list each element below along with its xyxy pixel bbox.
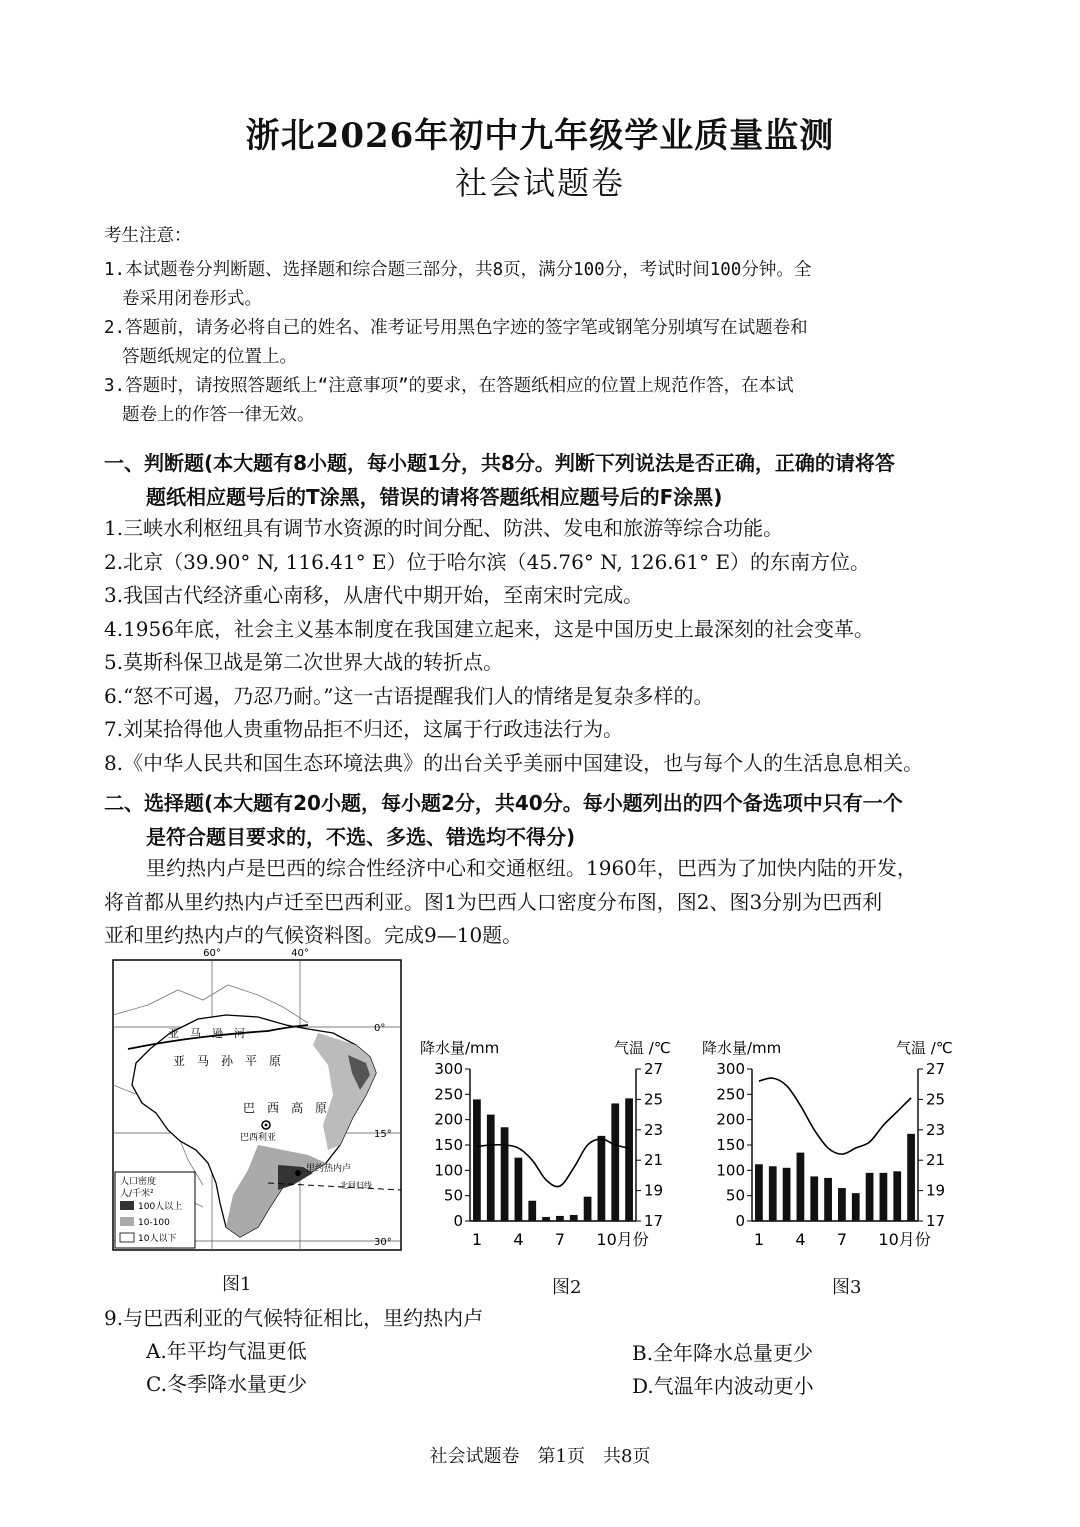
legend-title: 人口密度: [120, 1177, 157, 1187]
month-tick-label: 10月份: [878, 1230, 931, 1249]
precip-bar: [625, 1098, 633, 1221]
intro-line: 亚和里约热内卢的气候资料图。完成9—10题。: [104, 923, 523, 947]
temp-tick-label: 21: [926, 1151, 946, 1170]
legend-swatch-mid: [120, 1217, 134, 1226]
lat-label-30: 30°: [374, 1237, 392, 1248]
page-subtitle: 社会试题卷: [454, 164, 625, 202]
notice-line: 题卷上的作答一律无效。: [122, 405, 315, 425]
precip-bar: [528, 1201, 536, 1221]
temp-tick-label: 21: [644, 1151, 664, 1170]
intro-line: 里约热内卢是巴西的综合性经济中心和交通枢纽。1960年，巴西为了加快内陆的开发，: [146, 856, 917, 880]
precip-bar: [810, 1176, 818, 1221]
precip-tick-label: 150: [716, 1136, 745, 1154]
legend-item-high: 100人以上: [138, 1202, 183, 1212]
precip-tick-label: 50: [443, 1186, 463, 1205]
plateau-label: 巴 西 高 原: [243, 1101, 328, 1115]
lat-label-15: 15°: [374, 1129, 392, 1140]
figure-label-1: 图1: [222, 1274, 252, 1295]
month-tick-label: 10月份: [596, 1230, 649, 1249]
judgement-item: 3.我国古代经济重心南移，从唐代中期开始，至南宋时完成。: [104, 583, 644, 607]
brazil-map: [108, 945, 408, 1255]
legend-unit: 人/千米²: [120, 1189, 154, 1199]
temp-tick-label: 23: [926, 1120, 946, 1139]
temp-axis-title: 气温 /℃: [614, 1039, 671, 1057]
figure-label-2: 图2: [552, 1277, 582, 1298]
climate-chart-rio: [700, 1035, 975, 1255]
month-tick-label: 4: [513, 1230, 524, 1249]
judgement-item: 2.北京（39.90° N, 116.41° E）位于哈尔滨（45.76° N, 126.61° E）的东南方位。: [104, 549, 871, 574]
precip-tick-label: 50: [725, 1186, 745, 1205]
notice-item-1: [104, 256, 964, 314]
precip-tick-label: 100: [434, 1161, 463, 1180]
rio-label: 里约热内卢: [306, 1164, 352, 1174]
temp-axis-title: 气温 /℃: [896, 1039, 953, 1057]
river-label: 亚 马 逊 河: [168, 1027, 245, 1040]
precip-bar: [755, 1164, 763, 1221]
option-d: D.气温年内波动更小: [632, 1374, 814, 1398]
temperature-line: [477, 1139, 629, 1187]
figure-label-3: 图3: [832, 1277, 862, 1298]
precip-bar: [866, 1173, 874, 1221]
precip-tick-label: 0: [735, 1212, 745, 1230]
option-b: B.全年降水总量更少: [632, 1341, 814, 1365]
precip-bar: [487, 1115, 495, 1221]
precip-bar: [501, 1127, 509, 1221]
precip-tick-label: 250: [716, 1085, 745, 1104]
temp-tick-label: 17: [926, 1212, 946, 1230]
precip-axis-title: 降水量/mm: [420, 1039, 500, 1057]
precip-bar: [611, 1103, 619, 1221]
temperature-line: [759, 1078, 911, 1154]
option-a: A.年平均气温更低: [146, 1339, 307, 1363]
judgement-item: 1.三峡水利枢纽具有调节水资源的时间分配、防洪、发电和旅游等综合功能。: [104, 516, 784, 540]
precip-bar: [852, 1193, 860, 1221]
precip-bar: [783, 1168, 791, 1221]
tropic-label: 北回归线: [340, 1181, 372, 1190]
precip-bar: [907, 1134, 915, 1221]
precip-tick-label: 150: [434, 1136, 463, 1154]
month-tick-label: 4: [795, 1230, 806, 1249]
option-c: C.冬季降水量更少: [146, 1372, 307, 1396]
precip-bar: [838, 1188, 846, 1221]
precip-tick-label: 250: [434, 1085, 463, 1104]
legend-swatch-high: [120, 1201, 134, 1210]
notice-line: 3.答题时，请按照答题纸上“注意事项”的要求，在答题纸相应的位置上规范作答，在本试: [104, 376, 794, 396]
precip-bar: [542, 1217, 550, 1221]
lon-label-40: 40°: [291, 948, 309, 959]
temp-tick-label: 19: [644, 1181, 664, 1200]
month-tick-label: 7: [836, 1230, 848, 1249]
month-tick-label: 7: [554, 1230, 566, 1249]
temp-tick-label: 17: [644, 1212, 664, 1230]
notice-line: 2.答题前，请务必将自己的姓名、准考证号用黑色字迹的签字笔或钢笔分别填写在试题卷和: [104, 318, 808, 338]
precip-bar: [893, 1171, 901, 1221]
brasilia-label: 巴西利亚: [240, 1133, 277, 1143]
rio-marker: [295, 1170, 301, 1176]
notice-heading: 考生注意：: [104, 226, 192, 246]
precip-bar: [880, 1173, 888, 1221]
notice-line: 答题纸规定的位置上。: [122, 347, 297, 367]
legend-item-low: 10人以下: [138, 1234, 177, 1244]
precip-axis-title: 降水量/mm: [702, 1039, 782, 1057]
precip-tick-label: 100: [716, 1161, 745, 1180]
precip-tick-label: 0: [453, 1212, 463, 1230]
temp-tick-label: 27: [644, 1060, 664, 1078]
precip-bar: [769, 1166, 777, 1221]
climate-chart-brasilia: [418, 1035, 693, 1255]
notice-line: 1.本试题卷分判断题、选择题和综合题三部分，共8页，满分100分，考试时间100分钟。全: [104, 260, 812, 280]
section-line: 二、选择题(本大题有20小题，每小题2分，共40分。每小题列出的四个备选项中只有一个: [104, 791, 903, 815]
judgement-item: 8.《中华人民共和国生态环境法典》的出台关乎美丽中国建设，也与每个人的生活息息相关。: [104, 750, 924, 775]
judgement-item: 5.莫斯科保卫战是第二次世界大战的转折点。: [104, 650, 504, 674]
legend-item-mid: 10-100: [138, 1218, 170, 1228]
precip-bar: [598, 1136, 606, 1221]
plain-label: 亚 马 孙 平 原: [173, 1054, 282, 1068]
precip-bar: [515, 1158, 523, 1221]
temp-tick-label: 27: [926, 1060, 946, 1078]
precip-bar: [570, 1215, 578, 1221]
page-footer: 社会试题卷 第1页 共8页: [429, 1446, 651, 1467]
judgement-item: 6.“怒不可遏，乃忍乃耐。”这一古语提醒我们人的情绪是复杂多样的。: [104, 683, 714, 708]
brasilia-marker-dot: [265, 1124, 268, 1127]
judgement-list: [104, 512, 984, 780]
section-line: 题纸相应题号后的T涂黑，错误的请将答题纸相应题号后的F涂黑): [146, 485, 723, 509]
section-line: 是符合题目要求的，不选、多选、错选均不得分): [146, 825, 576, 849]
temp-tick-label: 25: [644, 1090, 664, 1109]
temp-tick-label: 23: [644, 1120, 664, 1139]
precip-tick-label: 300: [434, 1060, 463, 1078]
notice-item-2: [104, 314, 964, 372]
page-title: 浙北2026年初中九年级学业质量监测: [245, 116, 835, 156]
lon-label-60: 60°: [203, 948, 221, 959]
precip-tick-label: 300: [716, 1060, 745, 1078]
precip-tick-label: 200: [434, 1110, 463, 1129]
section1-heading: [104, 446, 984, 514]
notice-line: 卷采用闭卷形式。: [122, 289, 262, 309]
question-9-stem: 9.与巴西利亚的气候特征相比，里约热内卢: [104, 1306, 484, 1330]
lat-label-0: 0°: [374, 1023, 386, 1034]
precip-tick-label: 200: [716, 1110, 745, 1129]
intro-line: 将首都从里约热内卢迁至巴西利亚。图1为巴西人口密度分布图，图2、图3分别为巴西利: [104, 889, 883, 914]
notice-item-3: [104, 372, 964, 430]
precip-bar: [584, 1197, 592, 1221]
precip-bar: [797, 1153, 805, 1221]
precip-bar: [824, 1178, 832, 1221]
legend-swatch-low: [120, 1233, 134, 1242]
intro-paragraph: [104, 852, 984, 953]
temp-tick-label: 25: [926, 1090, 946, 1109]
judgement-item: 7.刘某拾得他人贵重物品拒不归还，这属于行政违法行为。: [104, 717, 624, 741]
month-tick-label: 1: [753, 1230, 765, 1249]
month-tick-label: 1: [471, 1230, 483, 1249]
section2-heading: [104, 786, 984, 854]
section-line: 一、判断题(本大题有8小题，每小题1分，共8分。判断下列说法是否正确，正确的请将答: [104, 451, 895, 475]
precip-bar: [556, 1216, 564, 1221]
temp-tick-label: 19: [926, 1181, 946, 1200]
precip-bar: [473, 1099, 481, 1221]
judgement-item: 4.1956年底，社会主义基本制度在我国建立起来，这是中国历史上最深刻的社会变革。: [104, 616, 874, 641]
